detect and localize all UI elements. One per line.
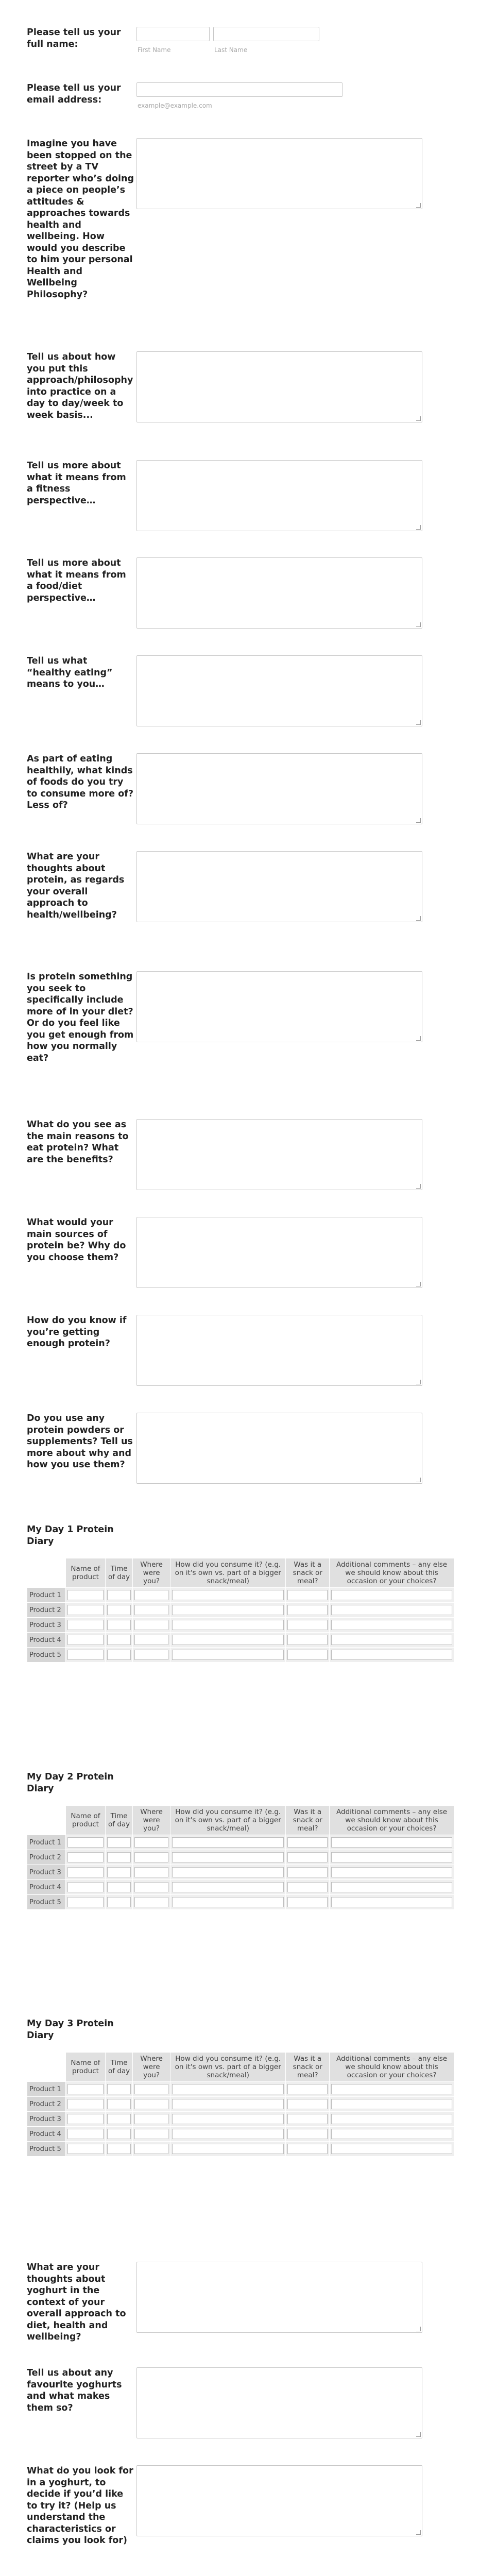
diary-cell-input[interactable] <box>331 1605 452 1615</box>
diary-cell-input[interactable] <box>331 1650 452 1660</box>
diary-cell-input[interactable] <box>67 2129 104 2139</box>
diary-cell-input[interactable] <box>331 1590 452 1600</box>
diary-cell-input[interactable] <box>67 2084 104 2094</box>
diary-cell-input[interactable] <box>172 2084 284 2094</box>
diary-cell-input[interactable] <box>67 1897 104 1907</box>
diary-cell-input[interactable] <box>287 1897 328 1907</box>
diary-cell-input[interactable] <box>172 1897 284 1907</box>
diary-cell-input[interactable] <box>331 1635 452 1645</box>
column-header: How did you consume it? (e.g. on it's own vs. part of a bigger snack/meal) <box>170 1806 285 1835</box>
diary-header-row <box>27 2053 454 2082</box>
diary-cell-input[interactable] <box>287 1852 328 1862</box>
diary-cell-input[interactable] <box>107 2099 131 2109</box>
diary-cell-input[interactable] <box>67 1867 104 1877</box>
question-label: Tell us what “healthy eating” means to you… <box>27 656 113 689</box>
answer-textarea[interactable] <box>136 557 422 629</box>
table-row <box>27 1835 454 1850</box>
diary-cell-input[interactable] <box>172 1867 284 1877</box>
table-row <box>27 1588 454 1603</box>
diary-cell-input[interactable] <box>107 1852 131 1862</box>
diary-cell-input[interactable] <box>331 2144 452 2154</box>
column-header: Was it a snack or meal? <box>286 2053 330 2082</box>
diary-cell-input[interactable] <box>134 1635 168 1645</box>
diary-cell-input[interactable] <box>287 2129 328 2139</box>
diary-table <box>27 1558 454 1663</box>
diary-header-row <box>27 1558 454 1588</box>
answer-textarea[interactable] <box>136 753 422 824</box>
answer-textarea[interactable] <box>136 1217 422 1288</box>
row-label: Product 4 <box>27 1880 66 1895</box>
question-label: How do you know if you’re getting enough protein? <box>27 1315 127 1349</box>
diary-cell-input[interactable] <box>107 2144 131 2154</box>
diary-cell-input[interactable] <box>67 2144 104 2154</box>
diary-cell-input[interactable] <box>287 2099 328 2109</box>
question-label: As part of eating healthily, what kinds of foods do you try to consume more of? Less of? <box>27 754 134 810</box>
diary-cell-input[interactable] <box>172 1852 284 1862</box>
answer-textarea[interactable] <box>136 2367 422 2438</box>
column-header: Where were you? <box>133 1558 170 1588</box>
diary-cell-input[interactable] <box>287 2114 328 2124</box>
diary-cell-input[interactable] <box>172 1605 284 1615</box>
diary-cell-input[interactable] <box>67 2114 104 2124</box>
diary-cell-input[interactable] <box>287 1867 328 1877</box>
diary-corner <box>27 1806 66 1835</box>
column-header: Additional comments – any else we should know about this occasion or your choices? <box>330 1558 454 1588</box>
diary-cell-input[interactable] <box>287 2144 328 2154</box>
diary-cell-input[interactable] <box>134 1590 168 1600</box>
diary-cell-input[interactable] <box>172 1590 284 1600</box>
row-label: Product 1 <box>27 2082 66 2097</box>
diary-cell-input[interactable] <box>287 1837 328 1848</box>
diary-corner <box>27 1558 66 1588</box>
diary-cell-input[interactable] <box>331 2114 452 2124</box>
email-placeholder: example@example.com <box>138 102 212 109</box>
question-label: Tell us about any favourite yoghurts and what makes them so? <box>27 2368 122 2413</box>
table-row <box>27 2097 454 2112</box>
diary-cell-input[interactable] <box>67 1852 104 1862</box>
first-name-input[interactable] <box>136 27 210 41</box>
last-name-input[interactable] <box>213 27 319 41</box>
diary-cell-input[interactable] <box>107 1620 131 1630</box>
diary-cell-input[interactable] <box>134 2129 168 2139</box>
question-label: What would your main sources of protein be? Why do you choose them? <box>27 1217 126 1263</box>
table-row <box>27 2142 454 2157</box>
diary-cell-input[interactable] <box>67 1620 104 1630</box>
last-name-placeholder: Last Name <box>214 46 248 54</box>
diary-cell-input[interactable] <box>172 1650 284 1660</box>
column-header: Where were you? <box>133 2053 170 2082</box>
diary-table <box>27 2052 454 2157</box>
diary-cell-input[interactable] <box>172 2129 284 2139</box>
answer-textarea[interactable] <box>136 2262 422 2333</box>
column-header: Time of day <box>105 1558 132 1588</box>
diary-cell-input[interactable] <box>67 1605 104 1615</box>
diary-corner <box>27 2053 66 2082</box>
row-label: Product 2 <box>27 2097 66 2112</box>
diary-cell-input[interactable] <box>287 1590 328 1600</box>
diary-cell-input[interactable] <box>134 1882 168 1892</box>
table-row <box>27 1633 454 1648</box>
diary-cell-input[interactable] <box>107 1882 131 1892</box>
diary-cell-input[interactable] <box>67 1590 104 1600</box>
row-label: Product 4 <box>27 2127 66 2142</box>
diary-cell-input[interactable] <box>107 2084 131 2094</box>
email-label: Please tell us your email address: <box>27 83 121 105</box>
row-label: Product 5 <box>27 1895 66 1910</box>
diary-cell-input[interactable] <box>107 1837 131 1848</box>
column-header: Name of product <box>66 1558 106 1588</box>
diary-cell-input[interactable] <box>107 1635 131 1645</box>
diary-cell-input[interactable] <box>172 1837 284 1848</box>
question-label: What are your thoughts about yoghurt in the context of your overall approach to diet, health and wellbeing? <box>27 2262 126 2342</box>
column-header: Where were you? <box>133 1806 170 1835</box>
answer-textarea[interactable] <box>136 851 422 922</box>
question-label: What are your thoughts about protein, as regards your overall approach to health/wellbeing? <box>27 852 125 920</box>
question-label: Do you use any protein powders or supplements? Tell us more about why and how you use them? <box>27 1413 133 1470</box>
answer-textarea[interactable] <box>136 1119 422 1190</box>
name-label: Please tell us your full name: <box>27 27 121 49</box>
diary-cell-input[interactable] <box>331 1882 452 1892</box>
column-header: Additional comments – any else we should know about this occasion or your choices? <box>330 1806 454 1835</box>
question-label: Tell us more about what it means from a food/diet perspective… <box>27 558 126 603</box>
table-row <box>27 1895 454 1910</box>
diary-cell-input[interactable] <box>67 1837 104 1848</box>
answer-textarea[interactable] <box>136 1413 422 1484</box>
table-row <box>27 2112 454 2127</box>
diary-cell-input[interactable] <box>287 1620 328 1630</box>
diary-cell-input[interactable] <box>134 2114 168 2124</box>
diary-title: My Day 3 Protein Diary <box>27 2019 114 2041</box>
diary-cell-input[interactable] <box>331 2129 452 2139</box>
diary-cell-input[interactable] <box>67 1635 104 1645</box>
row-label: Product 2 <box>27 1603 66 1618</box>
answer-textarea[interactable] <box>136 460 422 531</box>
diary-cell-input[interactable] <box>107 2114 131 2124</box>
column-header: Additional comments – any else we should know about this occasion or your choices? <box>330 2053 454 2082</box>
row-label: Product 3 <box>27 2112 66 2127</box>
column-header: Time of day <box>105 1806 132 1835</box>
diary-cell-input[interactable] <box>107 1867 131 1877</box>
table-row <box>27 1618 454 1633</box>
row-label: Product 5 <box>27 2142 66 2157</box>
answer-textarea[interactable] <box>136 1315 422 1386</box>
answer-textarea[interactable] <box>136 655 422 726</box>
diary-cell-input[interactable] <box>172 2099 284 2109</box>
diary-cell-input[interactable] <box>172 1882 284 1892</box>
diary-cell-input[interactable] <box>67 2099 104 2109</box>
diary-cell-input[interactable] <box>134 2084 168 2094</box>
row-label: Product 3 <box>27 1865 66 1880</box>
diary-cell-input[interactable] <box>134 1897 168 1907</box>
answer-textarea[interactable] <box>136 351 422 422</box>
diary-cell-input[interactable] <box>287 1882 328 1892</box>
diary-cell-input[interactable] <box>331 1867 452 1877</box>
diary-cell-input[interactable] <box>331 1897 452 1907</box>
diary-cell-input[interactable] <box>134 1620 168 1630</box>
diary-cell-input[interactable] <box>134 1605 168 1615</box>
diary-title: My Day 1 Protein Diary <box>27 1524 114 1547</box>
diary-cell-input[interactable] <box>287 1605 328 1615</box>
diary-cell-input[interactable] <box>107 2129 131 2139</box>
email-input[interactable] <box>136 82 343 97</box>
diary-cell-input[interactable] <box>331 1837 452 1848</box>
question-label: What do you see as the main reasons to eat protein? What are the benefits? <box>27 1120 129 1165</box>
diary-cell-input[interactable] <box>172 1635 284 1645</box>
diary-cell-input[interactable] <box>331 2084 452 2094</box>
diary-cell-input[interactable] <box>134 1837 168 1848</box>
diary-cell-input[interactable] <box>107 1590 131 1600</box>
diary-cell-input[interactable] <box>134 1650 168 1660</box>
diary-cell-input[interactable] <box>67 1882 104 1892</box>
row-label: Product 4 <box>27 1633 66 1648</box>
table-row <box>27 2082 454 2097</box>
diary-cell-input[interactable] <box>134 1852 168 1862</box>
question-label: Imagine you have been stopped on the street by a TV reporter who’s doing a piece on people’s attitudes & approaches towards health and wellbeing. How would you describe to him your personal Health and Wellbeing Philosophy? <box>27 139 134 300</box>
table-row <box>27 1603 454 1618</box>
question-label: What do you look for in a yoghurt, to decide if you’d like to try it? (Help us understand the characteristics or claims you look for) <box>27 2466 133 2546</box>
row-label: Product 3 <box>27 1618 66 1633</box>
table-row <box>27 1648 454 1663</box>
diary-cell-input[interactable] <box>172 1620 284 1630</box>
diary-cell-input[interactable] <box>67 1650 104 1660</box>
column-header: Time of day <box>105 2053 132 2082</box>
column-header: Name of product <box>66 1806 106 1835</box>
question-label: Tell us more about what it means from a fitness perspective… <box>27 461 126 506</box>
diary-cell-input[interactable] <box>287 2084 328 2094</box>
diary-title: My Day 2 Protein Diary <box>27 1772 114 1794</box>
diary-cell-input[interactable] <box>331 2099 452 2109</box>
diary-table <box>27 1805 454 1910</box>
diary-cell-input[interactable] <box>172 2114 284 2124</box>
diary-cell-input[interactable] <box>107 1650 131 1660</box>
diary-cell-input[interactable] <box>107 1605 131 1615</box>
diary-cell-input[interactable] <box>134 2144 168 2154</box>
question-label: Tell us about how you put this approach/philosophy into practice on a day to day/week to week basis... <box>27 352 133 420</box>
column-header: How did you consume it? (e.g. on it's own vs. part of a bigger snack/meal) <box>170 2053 285 2082</box>
column-header: Was it a snack or meal? <box>286 1806 330 1835</box>
diary-cell-input[interactable] <box>331 1852 452 1862</box>
table-row <box>27 1850 454 1865</box>
diary-cell-input[interactable] <box>134 1867 168 1877</box>
answer-textarea[interactable] <box>136 2465 422 2536</box>
diary-cell-input[interactable] <box>287 1635 328 1645</box>
column-header: How did you consume it? (e.g. on it's own vs. part of a bigger snack/meal) <box>170 1558 285 1588</box>
answer-textarea[interactable] <box>136 138 422 209</box>
diary-cell-input[interactable] <box>172 2144 284 2154</box>
question-label: Is protein something you seek to specifically include more of in your diet? Or do you feel like you get enough from how you normally eat? <box>27 972 134 1063</box>
table-row <box>27 1880 454 1895</box>
first-name-placeholder: First Name <box>138 46 171 54</box>
diary-cell-input[interactable] <box>107 1897 131 1907</box>
diary-header-row <box>27 1806 454 1835</box>
row-label: Product 1 <box>27 1588 66 1603</box>
diary-cell-input[interactable] <box>331 1620 452 1630</box>
answer-textarea[interactable] <box>136 971 422 1042</box>
diary-cell-input[interactable] <box>287 1650 328 1660</box>
diary-cell-input[interactable] <box>134 2099 168 2109</box>
table-row <box>27 2127 454 2142</box>
table-row <box>27 1865 454 1880</box>
column-header: Name of product <box>66 2053 106 2082</box>
column-header: Was it a snack or meal? <box>286 1558 330 1588</box>
row-label: Product 5 <box>27 1648 66 1663</box>
row-label: Product 1 <box>27 1835 66 1850</box>
row-label: Product 2 <box>27 1850 66 1865</box>
